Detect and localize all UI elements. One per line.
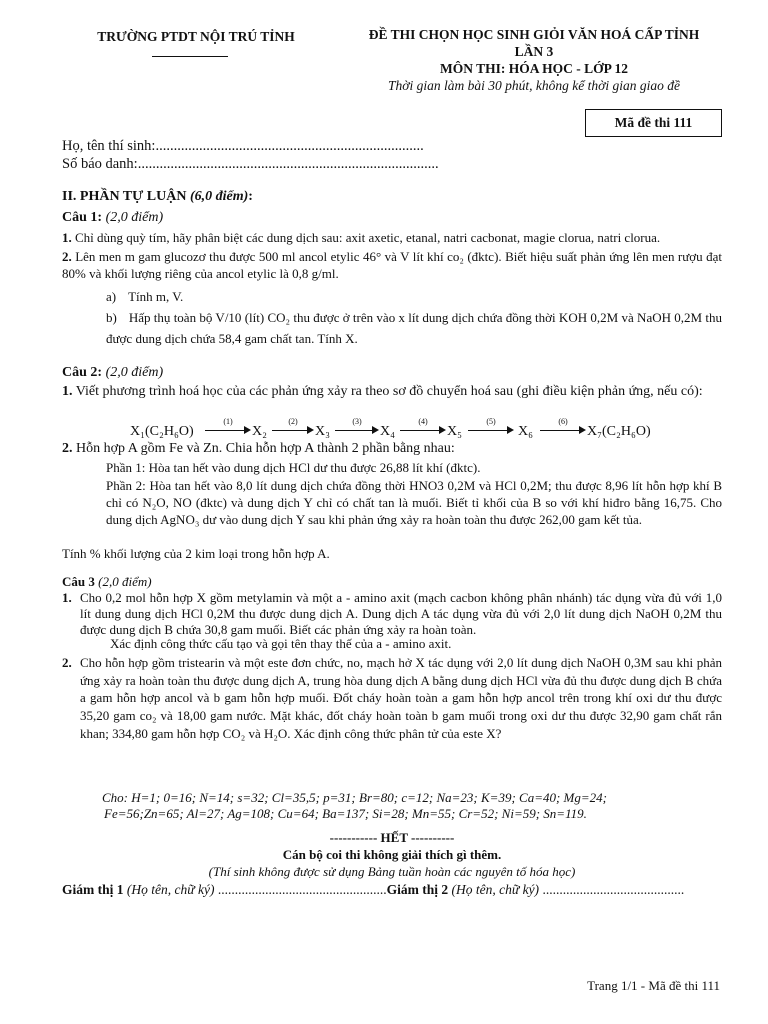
scheme-arrow-5 [468,417,514,434]
question-2-part-1 [62,384,722,401]
question-1-label: Câu 1: [62,210,103,225]
question-2-heading [62,364,722,382]
scheme-arrow-2 [272,417,314,434]
question-2-part-2 [62,440,722,458]
school-name: TRƯỜNG PTDT NỘI TRÚ TỈNH [97,29,295,44]
scheme-item-x1: X₁(C₂H₆O) [130,424,194,439]
question-1-heading [62,209,722,227]
periodic-table-note: (Thí sinh không được sử dụng Bảng tuần hoàn các nguyên tố hóa học) [208,864,576,879]
arrow-head-icon [307,426,314,434]
question-3-heading [62,573,722,590]
question-3-part-1-number: 1. [62,590,72,605]
page-number: Trang 1/1 - Mã đề thi 111 [587,978,720,993]
question-3-part-1-text: Cho 0,2 mol hỗn hợp X gồm metylamin và một a - amino axit (mạch cacbon không phân nhánh) tác dụng vừa đủ với 1,0 lít dung dung dịch HCl 0,2M thu được dung dịch A. Dung dịch A tác dụng vừa đủ với 2,0 lít dung dịch NaOH 0,2M thu được dung dịch B chứa 30,8 gam muối. Biết các phản ứng xảy ra hoàn toàn. [80,590,722,638]
proctor-2-label: Giám thị 2 [386,882,449,897]
exam-code-box: Mã đề thi 111 [585,109,722,137]
atomic-masses-line-1: Cho: H=1; 0=16; N=14; s=32; Cl=35,5; p=31; Br=80; c=12; Na=23; K=39; Ca=40; Mg=24; [102,790,607,805]
question-1-item-a [106,288,722,305]
exam-subject: MÔN THI: HÓA HỌC - LỚP 12 [439,60,628,76]
question-3-part-2-number: 2. [62,655,72,670]
proctor-1-dots: .................................................. [217,882,387,897]
scheme-item-x6: X₆ [518,424,533,439]
exam-round: LẦN 3 [514,43,554,59]
question-3-part-2-text: Cho hỗn hợp gồm tristearin và một este đơn chức, no, mạch hở X tác dụng với 2,0 lít dung dịch NaOH 0,3M sau khi phản ứng xảy ra hoàn toàn thu được dung dịch A, trung hòa dung dịch A bằng dung dịch HCl vừa đủ thu được dung dịch B chứa a gam hỗn hợp ancol và b gam hỗn hợp muối. Đốt cháy hoàn toàn a gam hỗn hợp ancol trên trong khí oxi dư thu được 35,20 gam co₂ và 18,00 gam nước. Mặt khác, đốt cháy hoàn toàn b gam muối trong oxi dư thu được 32,90 gam chất rắn khan; 334,80 gam hỗn hợp CO₂ và H₂O. Xác định công thức phân tử của este X? [80,655,722,741]
proctor-note: Cán bộ coi thi không giải thích gì thêm. [282,847,502,862]
candidate-id-line: Số báo danh:................................................................................... [62,156,439,172]
question-1-item-a-text: Tính m, V. [128,289,184,304]
school-underline [152,56,228,57]
proctor-2-dots: .......................................... [542,882,685,897]
atomic-masses-line-2: Fe=56;Zn=65; Al=27; Ag=108; Cu=64; Ba=137; Si=28; Mn=55; Cr=52; Ni=59; Sn=119. [104,806,587,821]
question-1-points: (2,0 điểm) [102,210,164,225]
question-1-part-2-text: Lên men m gam glucozơ thu được 500 ml ancol etylic 46° và V lít khí co₂ (đktc). Biết hiệu suất phản ứng lên men rượu đạt 80% và khối lượng riêng của ancol etylic là 0,8 g/ml. [62,249,722,282]
arrow-head-icon [507,426,514,434]
section-points: (6,0 điểm) [189,189,249,204]
arrow-head-icon [244,426,251,434]
scheme-item-x3: X₃ [315,424,330,439]
scheme-arrow-6-label: (6) [558,417,568,426]
question-2-part-1-number: 1. [62,384,73,399]
candidate-name-line: Họ, tên thí sinh:.......................................................................... [62,138,424,154]
proctor-1-label: Giám thị 1 [62,882,124,897]
question-2-part-1-text: Viết phương trình hoá học của các phản ứng xảy ra theo sơ đồ chuyển hoá sau (ghi điều kiện phản ứng, nếu có): [72,384,703,399]
section-colon: : [248,189,253,204]
exam-title: ĐỀ THI CHỌN HỌC SINH GIỎI VĂN HOÁ CẤP TỈNH [368,27,700,42]
question-1-item-b-text: Hấp thụ toàn bộ V/10 (lít) CO₂ thu được ở trên vào x lít dung dịch chứa đồng thời KOH 0,2M và NaOH 0,2M thu được dung dịch chứa 58,4 gam chất tan. Tính X. [106,310,722,347]
question-1-part-2 [62,248,722,282]
exam-header [326,27,742,95]
scheme-arrow-2-label: (2) [288,417,298,426]
question-1-part-1-text: Chỉ dùng quỳ tím, hãy phân biệt các dung dịch sau: axit axetic, etanal, natri cacbonat, magie clorua, natri clorua. [71,230,661,245]
scheme-item-x2: X₂ [252,424,267,439]
proctor-signatures [62,881,732,899]
scheme-item-x5: X₅ [447,424,462,439]
scheme-arrow-1 [205,417,251,434]
section-title-text: II. PHẦN TỰ LUẬN [62,189,190,204]
section-title [62,188,722,206]
question-2-part-2-text: Hỗn hợp A gồm Fe và Zn. Chia hỗn hợp A thành 2 phần bằng nhau: [72,441,455,456]
arrow-head-icon [439,426,446,434]
scheme-item-x4: X₄ [380,424,395,439]
question-3-part-1 [62,590,722,638]
question-1-part-1-number: 1. [62,230,72,245]
question-1-item-b [106,307,722,349]
question-1-part-1 [62,229,722,246]
question-2-label: Câu 2: [62,365,103,380]
exam-duration: Thời gian làm bài 30 phút, không kể thời gian giao đề [388,77,680,93]
question-2-portion-1: Phần 1: Hòa tan hết vào dung dịch HCl dư thu được 26,88 lít khí (đktc). [106,460,481,475]
question-1-item-a-label: a) [106,289,117,304]
scheme-arrow-4-label: (4) [418,417,428,426]
arrow-head-icon [372,426,379,434]
scheme-arrow-6 [540,417,586,434]
question-1-item-b-label: b) [106,310,117,325]
question-2-ask: Tính % khối lượng của 2 kim loại trong hỗn hợp A. [62,546,330,561]
end-marker: ----------- HẾT ---------- [329,830,455,845]
conversion-scheme [130,417,730,442]
question-1-part-2-number: 2. [62,249,72,264]
arrow-head-icon [579,426,586,434]
question-3-part-2 [62,654,722,742]
scheme-arrow-1-label: (1) [223,417,233,426]
scheme-arrow-5-label: (5) [486,417,496,426]
scheme-arrow-3 [335,417,379,434]
proctor-2-hint: (Họ tên, chữ ký) [448,882,543,897]
question-3-part-1-ask: Xác định công thức cấu tạo và gọi tên thay thế của a - amino axit. [110,636,452,651]
question-2-points: (2,0 điểm) [102,365,164,380]
scheme-arrow-3-label: (3) [352,417,362,426]
scheme-item-x7: X₇(C₂H₆O) [587,424,651,439]
scheme-arrow-4 [400,417,446,434]
proctor-1-hint: (Họ tên, chữ ký) [123,882,218,897]
question-2-part-2-number: 2. [62,441,73,456]
question-3-points: (2,0 điểm) [94,574,152,589]
question-3-label: Câu 3 [62,574,95,589]
question-2-portion-2: Phần 2: Hòa tan hết vào 8,0 lít dung dịch chứa đồng thời HNO3 0,2M và HCl 0,2M; thu được 8,96 lít hỗn hợp khí B chỉ có N₂O, NO (đktc) và dung dịch Y chỉ có chất tan là muối. Biết tỉ khối của B so với khí hiđro bằng 16,75. Cho dung dịch AgNO₃ dư vào dung dịch Y sau khi phản ứng xảy ra hoàn toàn thu được 262,00 gam kết tủa. [106,478,722,528]
